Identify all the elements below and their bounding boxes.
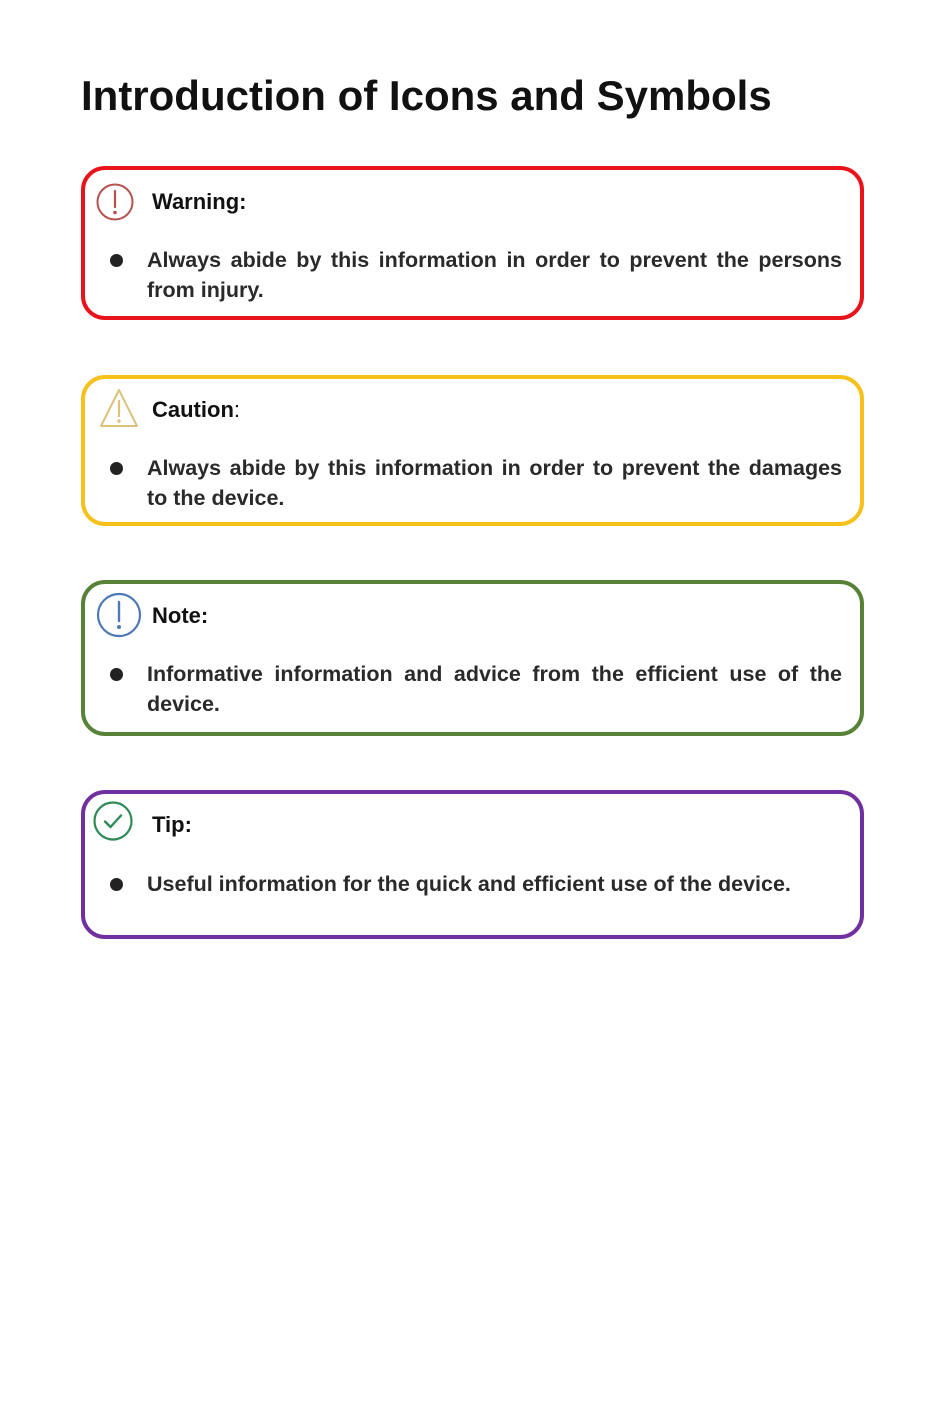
caution-heading-colon: : [233, 397, 241, 422]
note-box [81, 580, 864, 736]
exclamation-circle-icon [95, 182, 135, 222]
tip-heading: Tip: [152, 812, 192, 837]
tip-bullet [110, 878, 123, 891]
note-bullet [110, 668, 123, 681]
warning-bullet [110, 254, 123, 267]
warning-text: Always abide by this information in order to prevent the persons from injury. [147, 248, 842, 302]
note-text: Informative information and advice from the efficient use of the device. [147, 662, 842, 716]
tip-box [81, 790, 864, 939]
caution-text: Always abide by this information in order to prevent the damages to the device. [147, 456, 842, 510]
page-title: Introduction of Icons and Symbols [81, 72, 772, 119]
caution-heading [152, 396, 240, 424]
warning-triangle-icon [98, 386, 140, 430]
caution-heading-label: Caution [152, 397, 234, 422]
info-exclamation-circle-icon [95, 591, 143, 639]
tip-text: Useful information for the quick and efficient use of the device. [147, 872, 791, 896]
warning-box [81, 166, 864, 320]
caution-bullet [110, 462, 123, 475]
check-circle-icon [92, 800, 134, 842]
note-heading: Note: [152, 603, 209, 628]
caution-box [81, 375, 864, 526]
warning-heading: Warning: [152, 189, 247, 214]
